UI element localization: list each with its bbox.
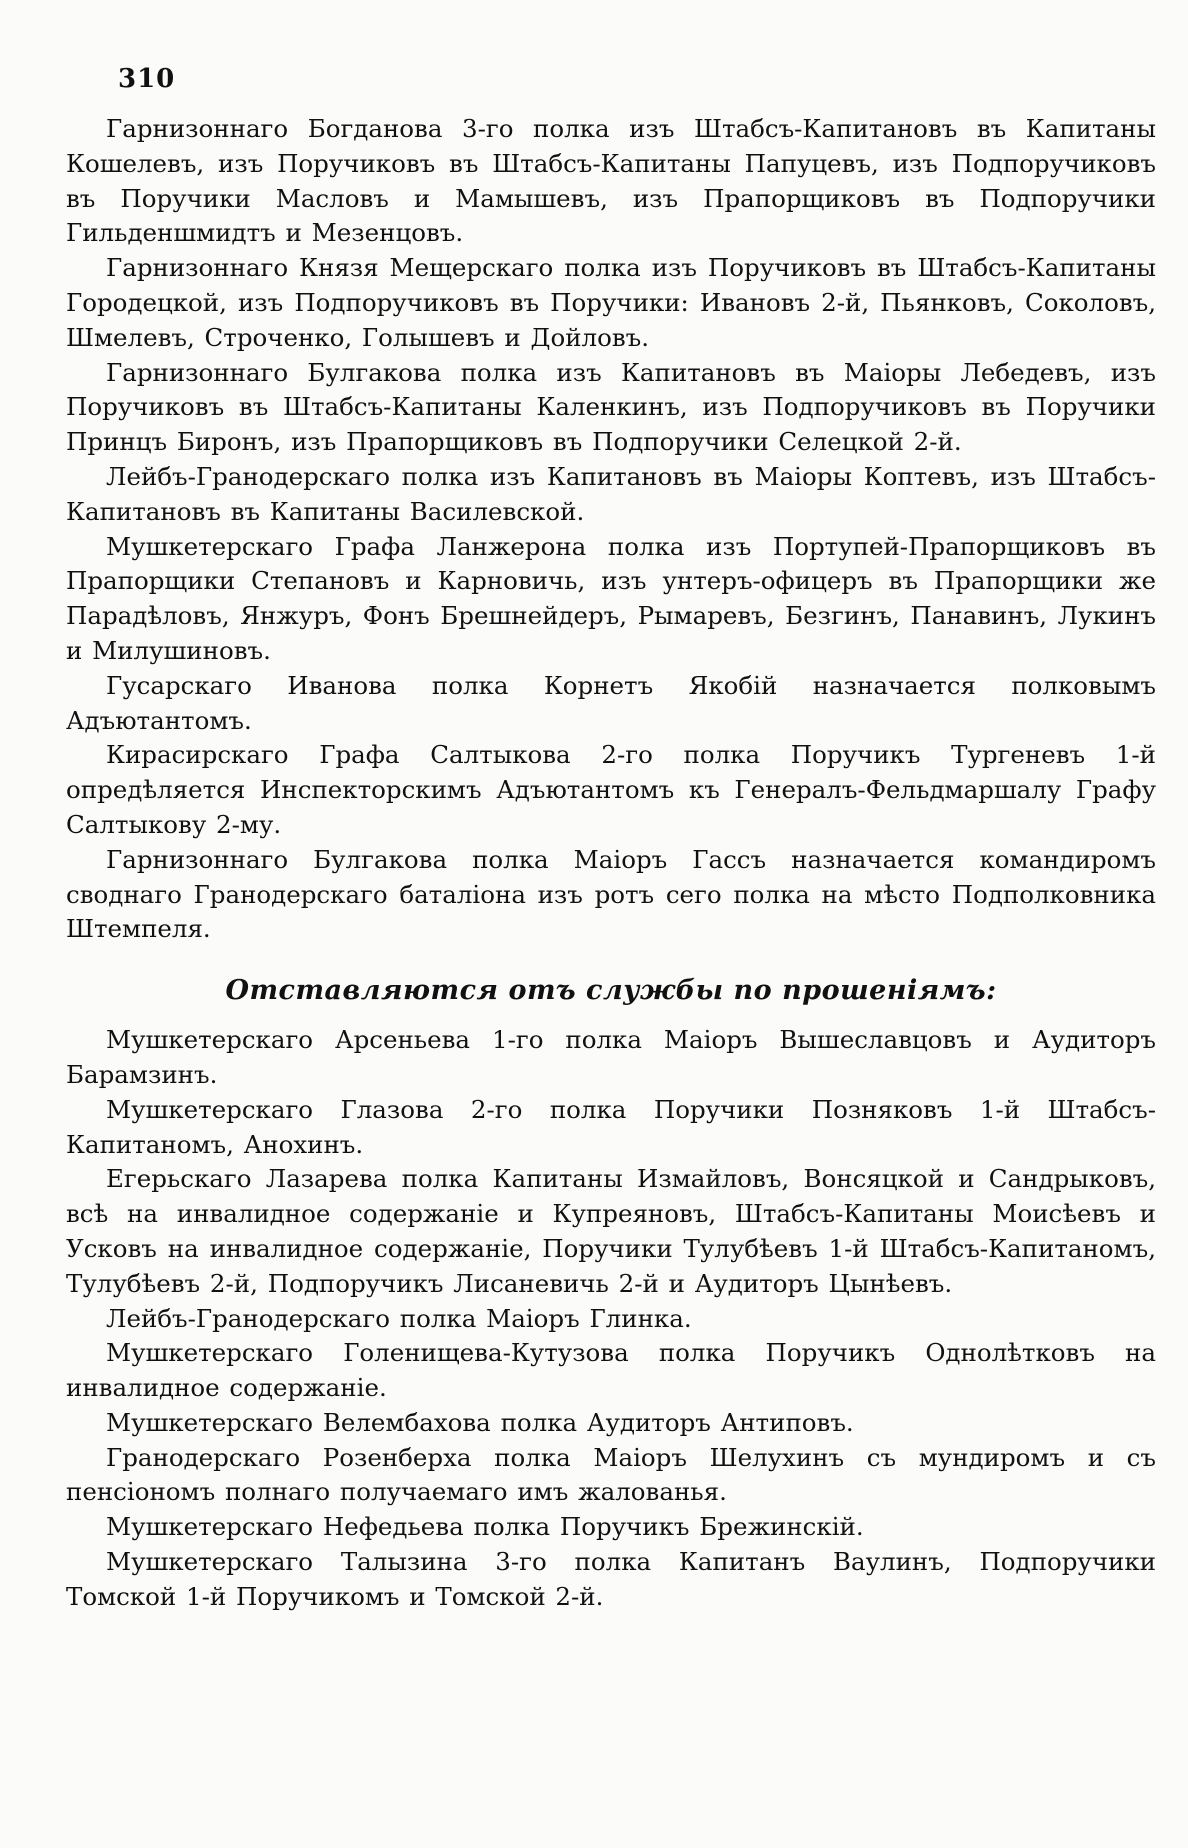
paragraph-musketeer-langeron: Мушкетерскаго Графа Ланжерона полка изъ Портупей-Прапорщиковъ въ Прапорщики Степановъ и Карновичь, изъ унтеръ-офицеръ въ Прапорщики же Парадѣловъ, Янжуръ, Фонъ Брешнейдеръ, Рымаревъ, Безгинъ, Панавинъ, Лукинъ и Милушиновъ. bbox=[66, 531, 1156, 665]
paragraph-musketeer-talyzin: Мушкетерскаго Талызина 3-го полка Капитанъ Ваулинъ, Подпоручики Томской 1-й Поручикомъ и Томской 2-й. bbox=[66, 1547, 1156, 1611]
paragraph-life-grenadier: Лейбъ-Гранодерскаго полка изъ Капитановъ въ Маіоры Коптевъ, изъ Штабсъ-Капитановъ въ Капитаны Василевской. bbox=[66, 461, 1156, 526]
paragraph-musketeer-velembakhov: Мушкетерскаго Велембахова полка Аудиторъ Антиповъ. bbox=[106, 1407, 854, 1437]
document-body bbox=[66, 112, 1156, 1615]
paragraph-garrison-bulgakov-gass: Гарнизоннаго Булгакова полка Маіоръ Гассъ назначается командиромъ своднаго Гранодерскаго баталіона изъ ротъ сего полка на мѣсто Подполковника Штемпеля. bbox=[66, 844, 1156, 944]
paragraph-musketeer-golenishchev: Мушкетерскаго Голенищева-Кутузова полка Поручикъ Однолѣтковъ на инвалидное содержаніе. bbox=[66, 1338, 1156, 1403]
paragraph-jaeger-lazarev: Егерьскаго Лазарева полка Капитаны Измайловъ, Вонсяцкой и Сандрыковъ, всѣ на инвалидное содержаніе и Купреяновъ, Штабсъ-Капитаны Моисѣевъ и Усковъ на инвалидное содержаніе, Поручики Тулубѣевъ 1-й Штабсъ-Капитаномъ, Тулубѣевъ 2-й, Подпоручикъ Лисаневичь 2-й и Аудиторъ Цынѣевъ. bbox=[66, 1164, 1156, 1298]
paragraph-garrison-bogdanov: Гарнизоннаго Богданова 3-го полка изъ Штабсъ-Капитановъ въ Капитаны Кошелевъ, изъ Поручиковъ въ Штабсъ-Капитаны Папуцевъ, изъ Подпоручиковъ въ Поручики Масловъ и Мамышевъ, изъ Прапорщиковъ въ Подпоручики Гильденшмидтъ и Мезенцовъ. bbox=[66, 114, 1156, 248]
paragraph-cuirassier-saltykov: Кирасирскаго Графа Салтыкова 2-го полка Поручикъ Тургеневъ 1-й опредѣляется Инспекторскимъ Адъютантомъ къ Генералъ-Фельдмаршалу Графу Салтыкову 2-му. bbox=[66, 740, 1156, 839]
paragraph-musketeer-glazov: Мушкетерскаго Глазова 2-го полка Поручики Позняковъ 1-й Штабсъ-Капитаномъ, Анохинъ. bbox=[66, 1094, 1156, 1159]
paragraph-musketeer-nefedyev: Мушкетерскаго Нефедьева полка Поручикъ Брежинскій. bbox=[106, 1512, 864, 1542]
paragraph-musketeer-arsenyev: Мушкетерскаго Арсеньева 1-го полка Маіоръ Вышеславцовъ и Аудиторъ Барамзинъ. bbox=[66, 1025, 1156, 1089]
paragraph-garrison-meshchersky: Гарнизоннаго Князя Мещерскаго полка изъ Поручиковъ въ Штабсъ-Капитаны Городецкой, изъ Подпоручиковъ въ Поручики: Ивановъ 2-й, Пьянковъ, Соколовъ, Шмелевъ, Строченко, Голышевъ и Дойловъ. bbox=[66, 253, 1156, 352]
paragraph-hussar-ivanov: Гусарскаго Иванова полка Корнетъ Якобій назначается полковымъ Адъютантомъ. bbox=[66, 670, 1156, 735]
paragraph-garrison-bulgakov: Гарнизоннаго Булгакова полка изъ Капитановъ въ Маіоры Лебедевъ, изъ Поручиковъ въ Штабсъ-Капитаны Каленкинъ, изъ Подпоручиковъ въ Поручики Принцъ Биронъ, изъ Прапорщиковъ въ Подпоручики Селецкой 2-й. bbox=[66, 357, 1156, 457]
paragraph-life-grenadier-glinka: Лейбъ-Гранодерскаго полка Маіоръ Глинка. bbox=[106, 1303, 692, 1333]
page-number: 310 bbox=[118, 64, 176, 94]
paragraph-grenadier-rosenberg: Гранодерскаго Розенберха полка Маіоръ Шелухинъ съ мундиромъ и съ пенсіономъ полнаго получаемаго имъ жалованья. bbox=[66, 1442, 1156, 1507]
section-heading: Отставляются отъ службы по прошеніямъ: bbox=[225, 975, 997, 1007]
